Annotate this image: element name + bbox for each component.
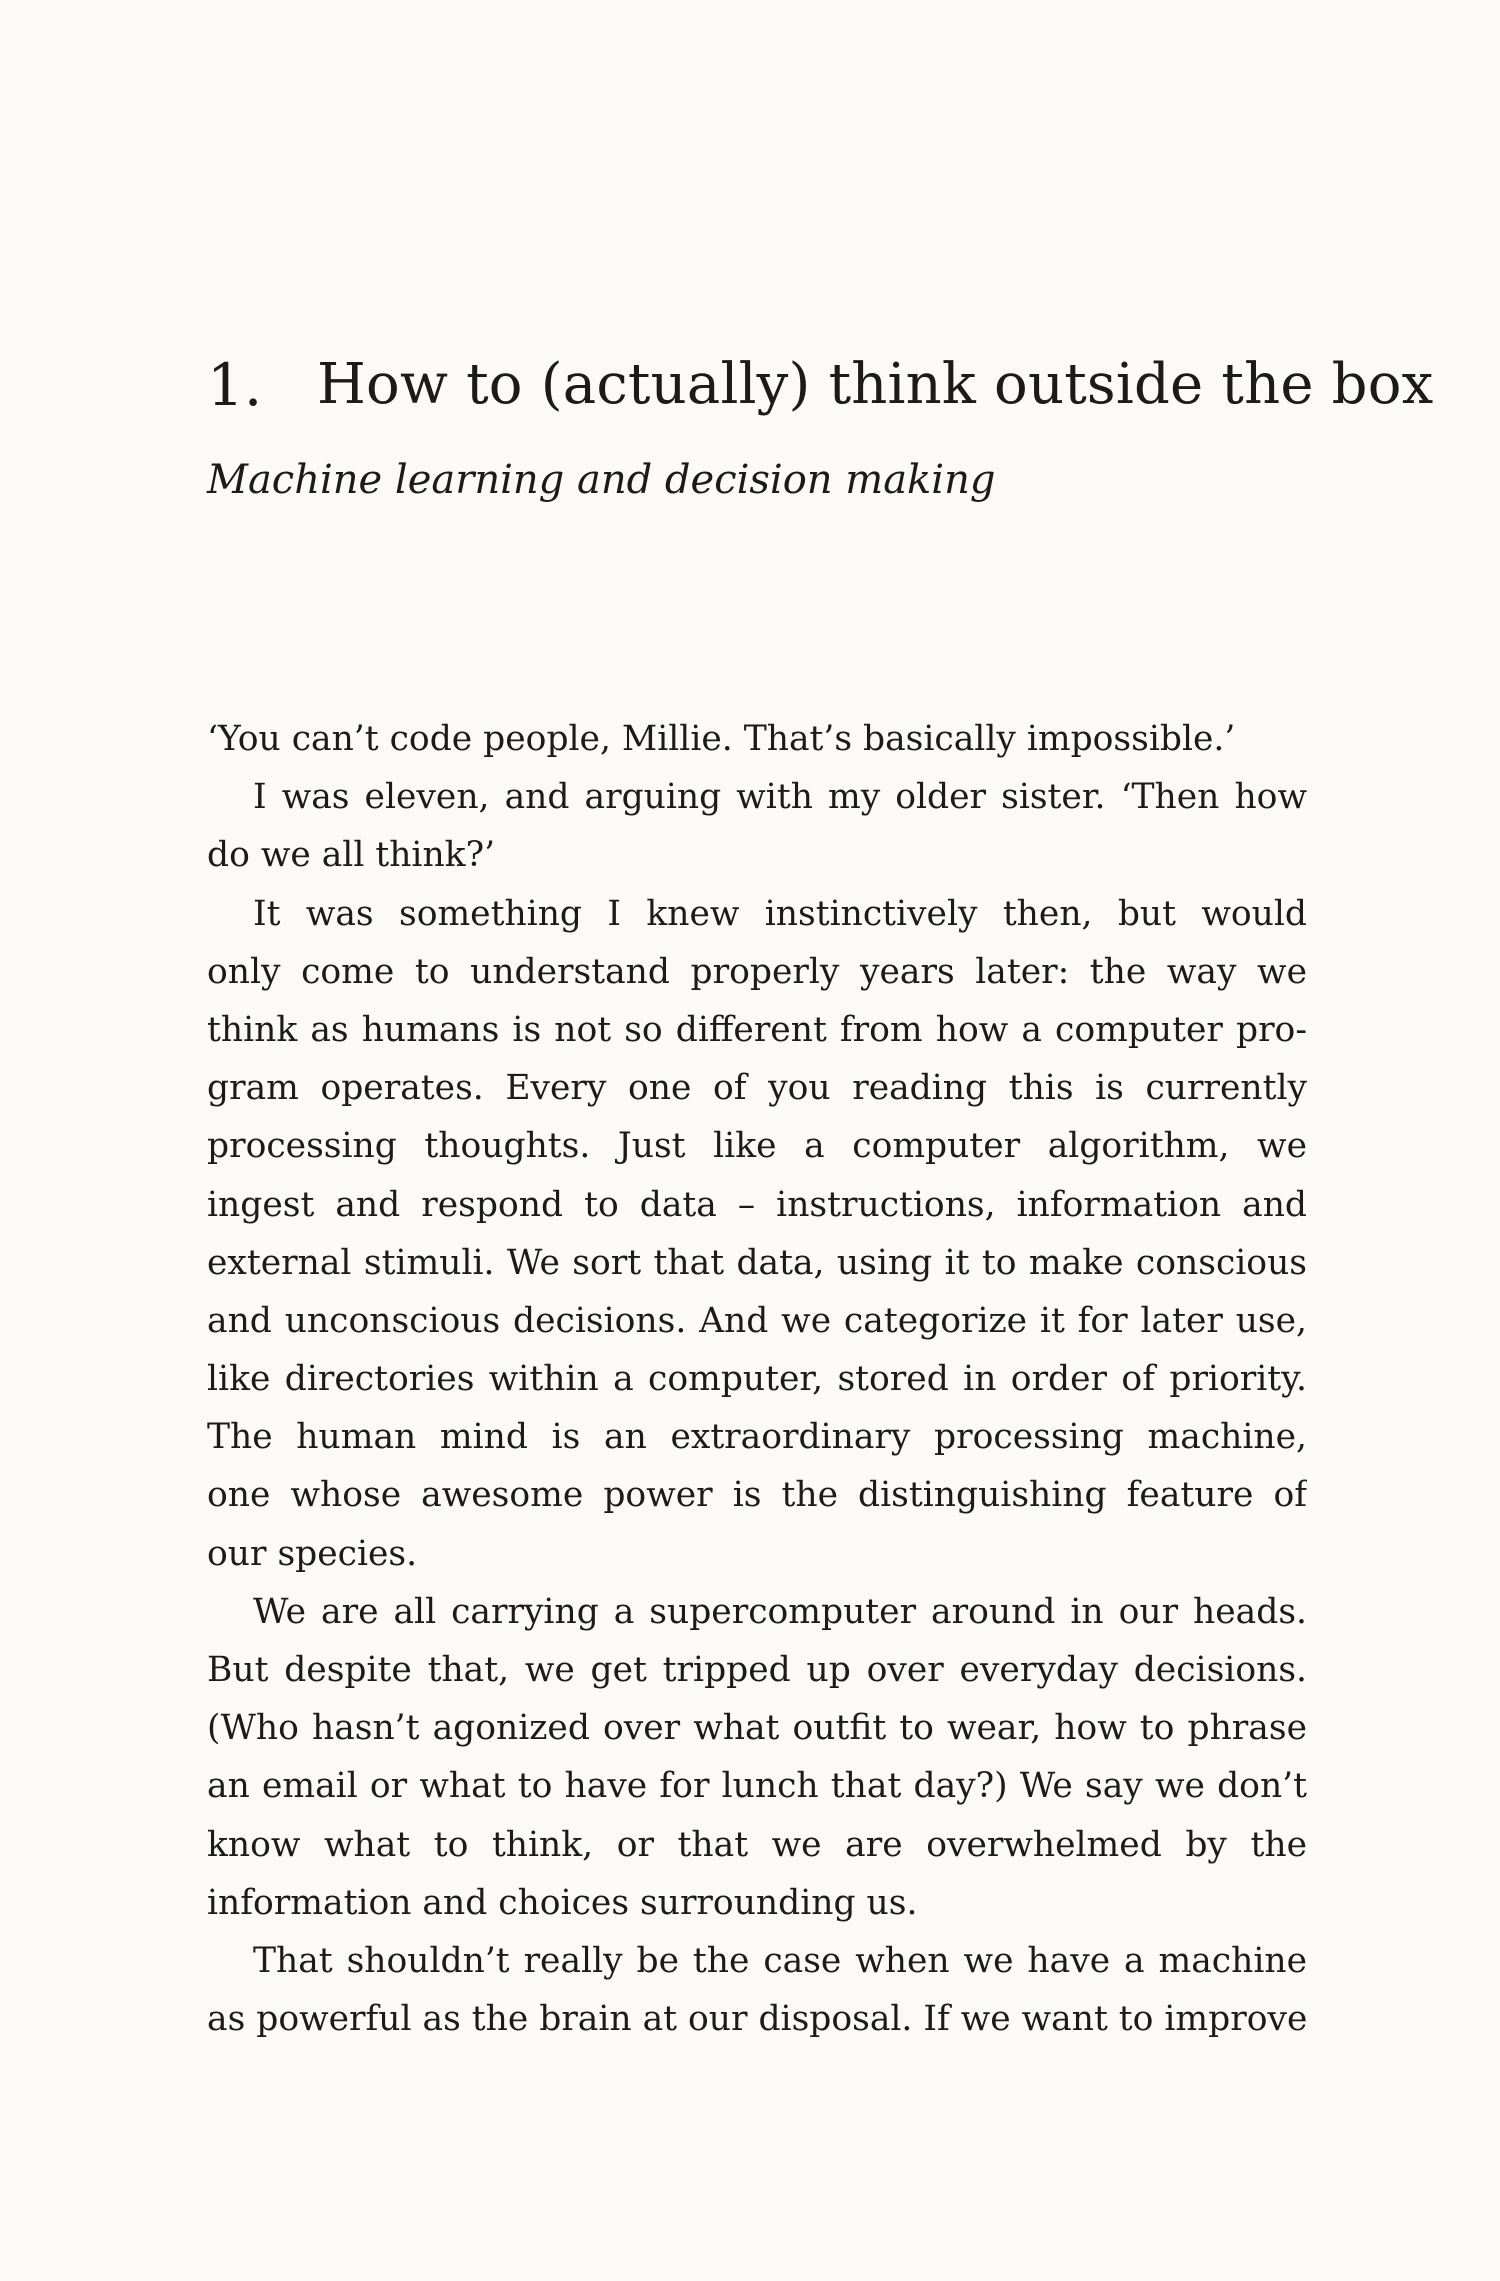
text-line: The human mind is an extraordinary processing machine, (207, 1417, 1307, 1458)
text-line: only come to understand properly years later: the way we (207, 951, 1307, 992)
chapter-number: 1. (207, 351, 263, 419)
text-line: It was something I knew instinctively then, but would (253, 893, 1307, 934)
text-line: We are all carrying a supercomputer around in our heads. (253, 1591, 1307, 1632)
text-line: (Who hasn’t agonized over what outfit to wear, how to phrase (207, 1708, 1307, 1749)
text-line: external stimuli. We sort that data, using it to make conscious (207, 1242, 1307, 1283)
text-line: processing thoughts. Just like a computer algorithm, we (207, 1126, 1307, 1167)
text-line: as powerful as the brain at our disposal. If we want to improve (207, 1999, 1307, 2040)
text-line: I was eleven, and arguing with my older sister. ‘Then how (253, 777, 1307, 818)
chapter-title: How to (actually) think outside the box (317, 352, 1434, 417)
chapter-subtitle: Machine learning and decision making (207, 457, 996, 503)
text-line: ‘You can’t code people, Millie. That’s basically impossible.’ (207, 719, 1236, 759)
text-line: know what to think, or that we are overwhelmed by the (207, 1824, 1307, 1865)
text-line: do we all think?’ (207, 835, 496, 876)
chapter-heading (207, 340, 1434, 430)
text-line: think as humans is not so different from how a computer pro- (207, 1009, 1307, 1050)
text-line: gram operates. Every one of you reading this is currently (207, 1068, 1307, 1109)
text-line: our species. (207, 1533, 418, 1574)
text-line: But despite that, we get tripped up over everyday decisions. (207, 1650, 1307, 1690)
text-line: like directories within a computer, stored in order of priority. (207, 1359, 1307, 1400)
text-line: That shouldn’t really be the case when we have a machine (253, 1940, 1307, 1981)
text-line: and unconscious decisions. And we categorize it for later use, (207, 1300, 1307, 1341)
text-line: one whose awesome power is the distinguishing feature of (207, 1475, 1307, 1516)
text-line: information and choices surrounding us. (207, 1882, 918, 1923)
body-text (207, 710, 1307, 2048)
text-line: ingest and respond to data – instructions, information and (207, 1184, 1307, 1225)
text-line: an email or what to have for lunch that day?) We say we don’t (207, 1766, 1307, 1807)
